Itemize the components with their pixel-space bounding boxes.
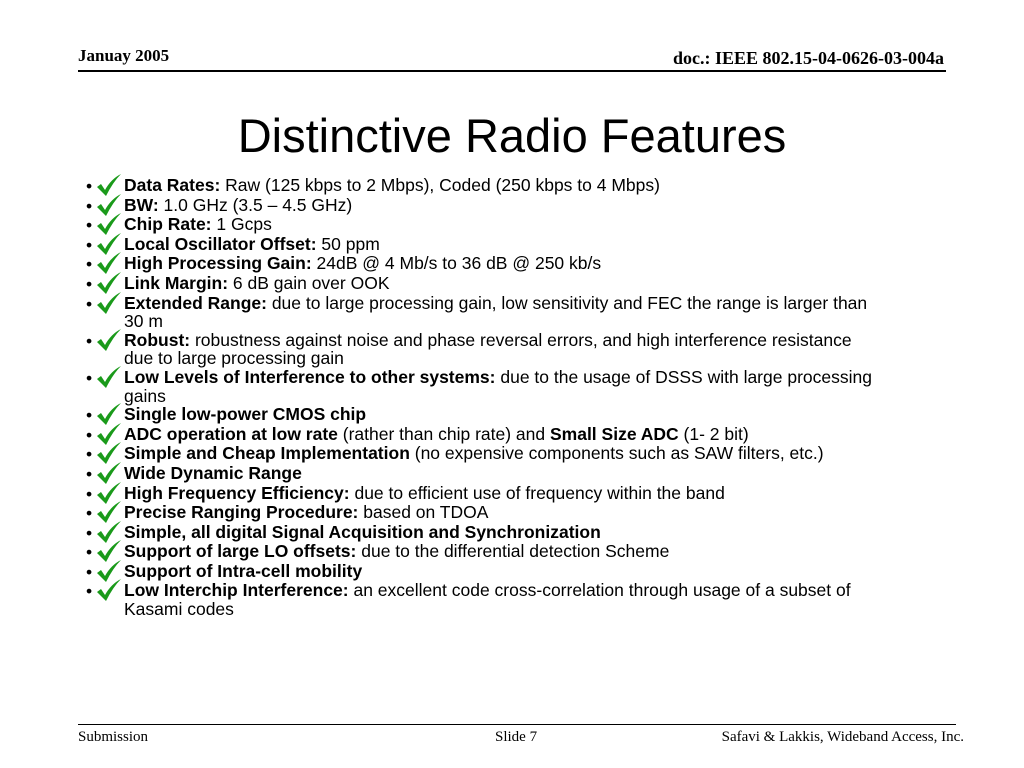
item-description: (no expensive components such as SAW filters, etc.) [414,443,824,464]
footer-divider [78,724,956,725]
item-label: Support of large LO offsets: [124,541,362,562]
item-label: Chip Rate: [124,214,217,235]
item-description: due to large processing gain, low sensitivity and FEC the range is larger than [271,292,868,313]
checkmark-icon [96,294,124,313]
list-item [86,196,986,216]
item-description: an excellent code cross-correlation through usage of a subset of [353,580,851,601]
list-item-text [124,274,986,293]
bullet-icon: • [86,330,93,351]
bullet-icon: • [86,293,93,314]
list-item [86,425,986,445]
list-item [86,444,986,464]
list-item-text [124,215,986,234]
item-description: (1- 2 bit) [683,423,749,444]
item-description: 1.0 GHz (3.5 – 4.5 GHz) [163,194,353,215]
feature-list [86,176,986,619]
item-label: Extended Range: [124,292,272,313]
bullet-icon: • [86,542,93,563]
list-item [86,331,986,368]
item-label: Support of Intra-cell mobility [124,560,363,581]
item-description: gains [124,385,166,406]
list-item [86,405,986,425]
item-label: ADC operation at low rate [124,423,343,444]
list-item-text [124,523,986,542]
list-item-text [124,176,986,195]
checkmark-icon [96,368,124,387]
item-label: High Processing Gain: [124,253,317,274]
list-item-text [124,484,986,503]
item-label: Low Interchip Interference: [124,580,354,601]
footer-authors: Safavi & Lakkis, Wideband Access, Inc. [721,729,964,745]
list-item [86,294,986,331]
list-item [86,503,986,523]
item-label: Small Size ADC [549,423,684,444]
list-item-text [124,405,986,424]
bullet-icon: • [86,522,93,543]
item-description: 30 m [124,311,163,332]
bullet-icon: • [86,581,93,602]
list-item-text [124,254,986,273]
checkmark-icon [96,581,124,600]
item-description: due to the differential detection Scheme [361,541,670,562]
bullet-icon: • [86,463,93,484]
bullet-icon: • [86,424,93,445]
item-label: Link Margin: [124,272,233,293]
item-label: High Frequency Efficiency: [124,482,355,503]
list-item-text [124,196,986,215]
header-divider [78,70,946,72]
list-item-text [124,425,986,444]
list-item [86,562,986,582]
list-item-text [124,542,986,561]
list-item-text [124,503,986,522]
list-item [86,254,986,274]
list-item [86,523,986,543]
bullet-icon: • [86,503,93,524]
bullet-icon: • [86,561,93,582]
list-item [86,581,986,618]
list-item-text [124,294,986,331]
item-description: 24dB @ 4 Mb/s to 36 dB @ 250 kb/s [316,253,602,274]
list-item [86,464,986,484]
item-label: Robust: [124,329,195,350]
item-description: 50 ppm [321,233,380,254]
list-item [86,274,986,294]
item-label: Low Levels of Interference to other systems: [124,366,501,387]
list-item [86,484,986,504]
item-description: due to large processing gain [124,348,344,369]
bullet-icon: • [86,195,93,216]
list-item-text [124,235,986,254]
list-item-text [124,444,986,463]
item-description: Kasami codes [124,599,234,620]
item-description: 1 Gcps [216,214,272,235]
item-description: due to efficient use of frequency within the band [354,482,725,503]
header-date: Januay 2005 [78,46,170,65]
item-description: based on TDOA [363,502,489,523]
list-item [86,368,986,405]
list-item-text [124,464,986,483]
item-label: Local Oscillator Offset: [124,233,322,254]
bullet-icon: • [86,444,93,465]
list-item [86,215,986,235]
item-label: Simple and Cheap Implementation [124,443,415,464]
bullet-icon: • [86,367,93,388]
header-doc-id: doc.: IEEE 802.15-04-0626-03-004a [673,48,944,68]
item-description: 6 dB gain over OOK [232,272,390,293]
list-item [86,176,986,196]
item-description: (rather than chip rate) and [342,423,550,444]
item-description: due to the usage of DSSS with large processing [500,366,872,387]
bullet-icon: • [86,176,93,196]
list-item-text [124,581,986,618]
item-description: Raw (125 kbps to 2 Mbps), Coded (250 kbps to 4 Mbps) [225,175,660,195]
item-label: BW: [124,194,164,215]
item-label: Simple, all digital Signal Acquisition and Synchronization [124,521,601,542]
bullet-icon: • [86,215,93,236]
list-item-text [124,562,986,581]
bullet-icon: • [86,483,93,504]
list-item [86,542,986,562]
list-item-text [124,331,986,368]
item-label: Data Rates: [124,175,226,195]
list-item [86,235,986,255]
footer-slide-number: Slide 7 [495,729,538,745]
slide-title: Distinctive Radio Features [237,109,787,162]
bullet-icon: • [86,405,93,426]
item-label: Single low-power CMOS chip [124,404,367,425]
bullet-icon: • [86,254,93,275]
item-description: robustness against noise and phase reversal errors, and high interference resistance [194,329,852,350]
bullet-icon: • [86,234,93,255]
bullet-icon: • [86,273,93,294]
item-label: Wide Dynamic Range [124,462,302,483]
checkmark-icon [96,331,124,350]
list-item-text [124,368,986,405]
footer-submission: Submission [78,729,149,745]
item-label: Precise Ranging Procedure: [124,502,364,523]
